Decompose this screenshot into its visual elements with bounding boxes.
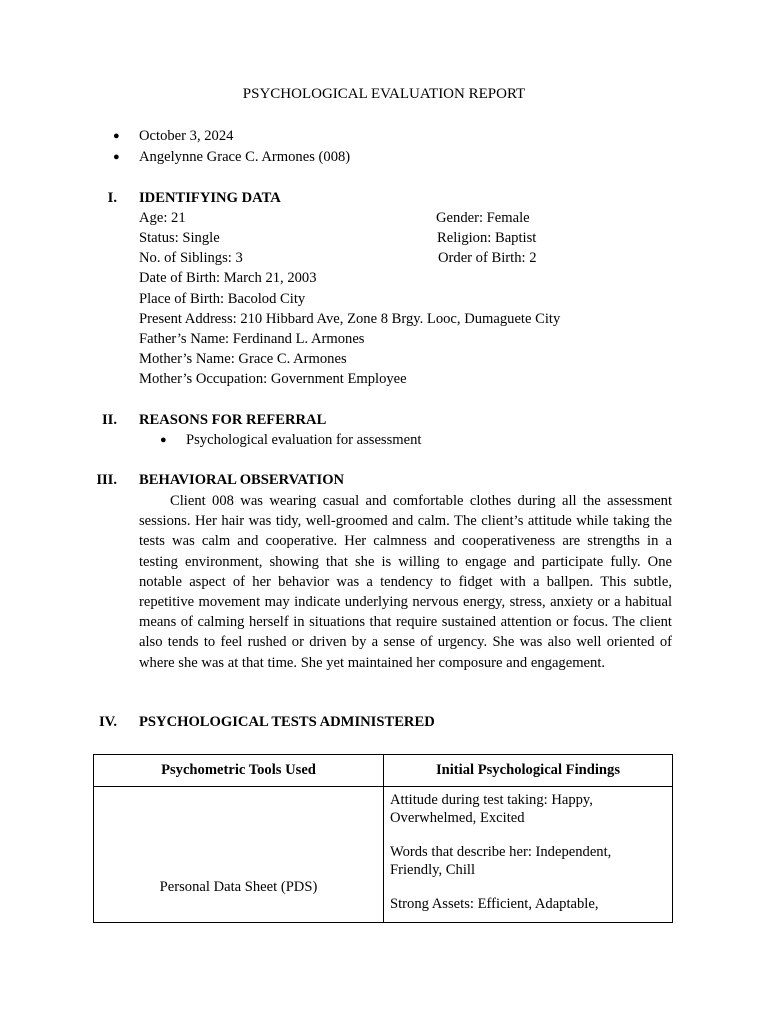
tests-table (93, 754, 673, 923)
list-item (113, 147, 350, 168)
siblings-field: No. of Siblings: 3 (139, 250, 243, 266)
bullet-icon: ● (113, 151, 120, 163)
mother-name-field: Mother’s Name: Grace C. Armones (139, 351, 347, 367)
address-field: Present Address: 210 Hibbard Ave, Zone 8 Brgy. Looc, Dumaguete City (139, 311, 561, 327)
status-field: Status: Single (139, 230, 220, 246)
section-title: PSYCHOLOGICAL TESTS ADMINISTERED (139, 714, 435, 730)
finding-attitude: Attitude during test taking: Happy, Overwhelmed, Excited (390, 792, 593, 826)
tool-cell (94, 787, 384, 923)
bullet-icon: ● (113, 130, 120, 142)
section-heading-behavioral-observation (0, 470, 768, 490)
header-bullet-list (113, 126, 350, 168)
report-date: October 3, 2024 (139, 128, 234, 144)
section-title: IDENTIFYING DATA (139, 190, 281, 206)
father-name-field: Father’s Name: Ferdinand L. Armones (139, 331, 365, 347)
table-header-row (94, 755, 673, 787)
client-name: Angelynne Grace C. Armones (008) (139, 149, 351, 165)
section-number: IV. (99, 714, 117, 730)
date-of-birth-field: Date of Birth: March 21, 2003 (139, 270, 317, 286)
section-title: BEHAVIORAL OBSERVATION (139, 472, 345, 488)
gender-field: Gender: Female (436, 210, 530, 226)
finding-descriptors: Words that describe her: Independent, Friendly, Chill (390, 844, 612, 878)
list-item (160, 430, 421, 450)
section-number: III. (96, 472, 117, 488)
tool-name: Personal Data Sheet (PDS) (159, 879, 318, 895)
place-of-birth-field: Place of Birth: Bacolod City (139, 291, 306, 307)
table-row (94, 787, 673, 923)
list-item (113, 126, 350, 147)
finding-strong-assets: Strong Assets: Efficient, Adaptable, (390, 896, 599, 912)
findings-cell (384, 787, 673, 923)
column-header-tools: Psychometric Tools Used (94, 755, 384, 787)
section-heading-tests (0, 712, 768, 732)
section-number: I. (107, 190, 117, 206)
age-field: Age: 21 (139, 210, 186, 226)
bullet-icon: ● (160, 434, 167, 446)
section-heading-identifying-data (0, 188, 768, 208)
column-header-findings: Initial Psychological Findings (384, 755, 673, 787)
observation-paragraph: Client 008 was wearing casual and comfortable clothes during all the assessment sessions. Her hair was tidy, well-groomed and calm. The client’s attitude while taking the tests was calm and cooperative. Her calmness and cooperativeness are strengths in a testing environment, showing that she is willing to engage and participate fully. One notable aspect of her behavior was a tendency to fidget with a ballpen. This subtle, repetitive movement may indicate underlying nervous energy, stress, anxiety or a habitual means of calming herself in situations that require sustained attention or focus. The client also tends to feel rushed or driven by a sense of urgency. She was also well oriented of where she was at that time. She yet maintained her composure and engagement. (139, 493, 672, 671)
report-title: PSYCHOLOGICAL EVALUATION REPORT (242, 86, 526, 102)
section-heading-referral (0, 410, 768, 430)
religion-field: Religion: Baptist (437, 230, 537, 246)
birth-order-field: Order of Birth: 2 (438, 250, 537, 266)
section-title: REASONS FOR REFERRAL (139, 412, 327, 428)
referral-reason: Psychological evaluation for assessment (186, 432, 422, 448)
mother-occupation-field: Mother’s Occupation: Government Employee (139, 371, 407, 387)
section-number: II. (101, 412, 117, 428)
